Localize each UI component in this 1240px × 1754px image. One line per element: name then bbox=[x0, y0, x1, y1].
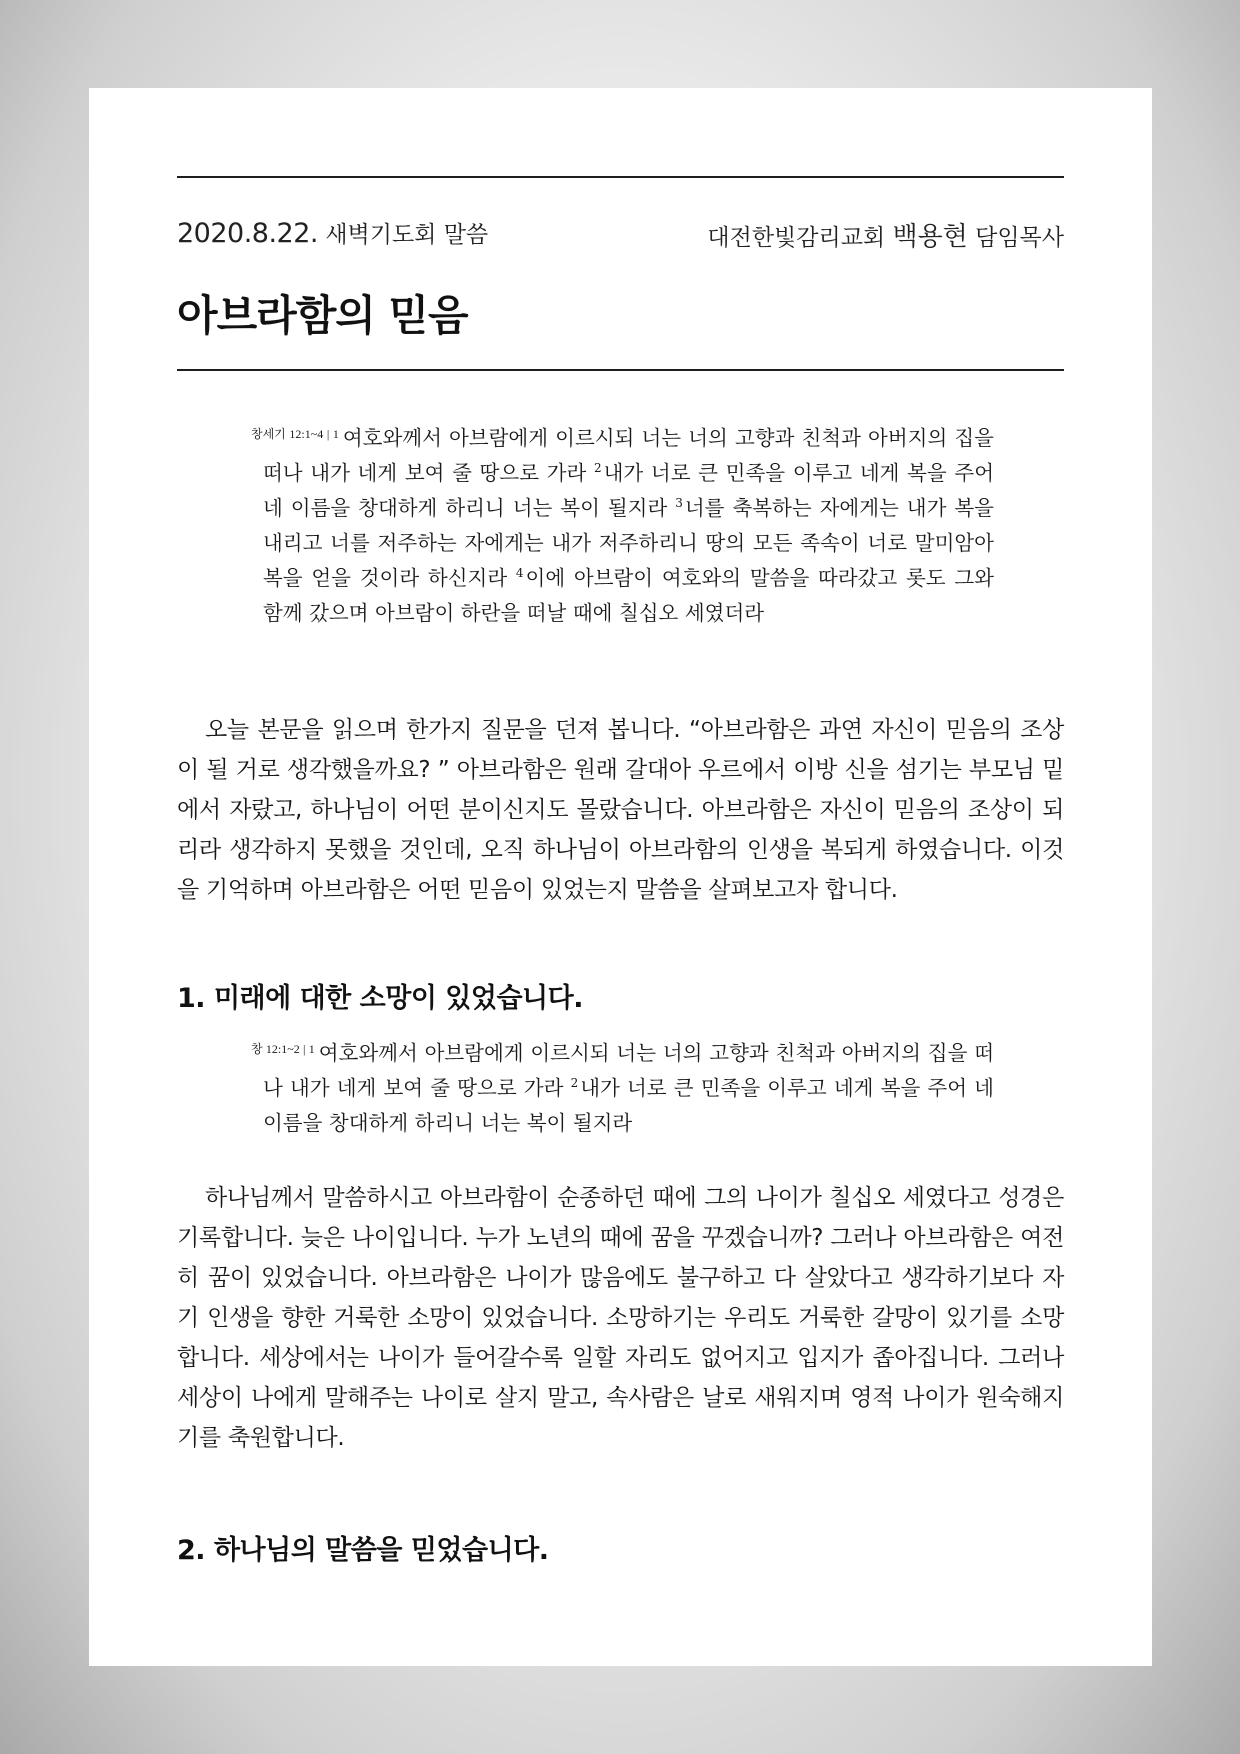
pastor-name: 백용현 bbox=[892, 222, 968, 252]
church-name: 대전한빛감리교회 bbox=[707, 225, 886, 251]
section-paragraph: 하나님께서 말씀하시고 아브라함이 순종하던 때에 그의 나이가 칠십오 세였다고 성경은 기록합니다. 늦은 나이입니다. 누가 노년의 때에 꿈을 꾸겠습니까? 그러나 아브라함은 여전히 꿈이 있었습니다. 아브라함은 나이가 많음에도 불구하고 다 살았다고 생각하기보다 자기 인생을 향한 거룩한 소망이 있었습니다. 소망하기는 우리도 거룩한 갈망이 있기를 소망합니다. 세상에서는 나이가 들어갈수록 일할 자리도 없어지고 입지가 좁아집니다. 그러나 세상이 나에게 말해주는 나이로 살지 말고, 속사람은 날로 새워지며 영적 나이가 원숙해지기를 축원합니다. bbox=[177, 1185, 1064, 1451]
scripture-reference: 창세기 12:1~4 | 1 bbox=[251, 427, 339, 441]
pastor-title: 담임목사 bbox=[975, 225, 1064, 251]
scripture-verse-1: 여호와께서 아브람에게 이르시되 너는 너의 고향과 친척과 아버지의 집을 떠나 내가 네게 보여 줄 땅으로 가라 bbox=[263, 1041, 994, 1100]
scripture-verse-1: 여호와께서 아브람에게 이르시되 너는 너의 고향과 친척과 아버지의 집을 떠나 내가 네게 보여 줄 땅으로 가라 bbox=[263, 426, 994, 485]
scripture-passage bbox=[251, 417, 994, 631]
scripture-verse-2: 내가 너로 큰 민족을 이루고 네게 복을 주어 네 이름을 창대하게 하리니 너는 복이 될지라 bbox=[263, 461, 994, 520]
scripture-reference: 창 12:1~2 | 1 bbox=[251, 1042, 315, 1056]
scripture-passage bbox=[251, 1032, 994, 1141]
verse-number: 3 bbox=[675, 496, 683, 510]
intro-paragraph: 오늘 본문을 읽으며 한가지 질문을 던져 봅니다. “아브라함은 과연 자신이 믿음의 조상이 될 거로 생각했을까요? ” 아브라함은 원래 갈대아 우르에서 이방 신을 섬기는 부모님 밑에서 자랐고, 하나님이 어떤 분이신지도 몰랐습니다. 아브라함은 자신이 믿음의 조상이 되리라 생각하지 못했을 것인데, 오직 하나님이 아브라함의 인생을 복되게 하였습니다. 이것을 기억하며 아브라함은 어떤 믿음이 있었는지 말씀을 살펴보고자 합니다. bbox=[177, 717, 1064, 903]
sermon-title: 아브라함의 믿음 bbox=[177, 291, 468, 340]
scripture-verse-4: 이에 아브람이 여호와의 말씀을 따라갔고 롯도 그와 함께 갔으며 아브람이 하란을 떠날 때에 칠십오 세였더라 bbox=[263, 566, 994, 625]
scripture-verse-2: 내가 너로 큰 민족을 이루고 네게 복을 주어 네 이름을 창대하게 하리니 너는 복이 될지라 bbox=[263, 1076, 994, 1135]
sermon-meta bbox=[177, 216, 488, 249]
preacher-info bbox=[707, 216, 1064, 253]
sermon-header bbox=[177, 216, 1064, 250]
scripture-verse-3: 너를 축복하는 자에게는 내가 복을 내리고 너를 저주하는 자에게는 내가 저주하리니 땅의 모든 족속이 너로 말미암아 복을 얻을 것이라 하신지라 bbox=[263, 496, 994, 590]
verse-number: 2 bbox=[570, 1076, 579, 1090]
verse-number: 2 bbox=[593, 461, 602, 475]
section-heading: 2. 하나님의 말씀을 믿었습니다. bbox=[177, 1535, 549, 1566]
section-heading: 1. 미래에 대한 소망이 있었습니다. bbox=[177, 983, 583, 1014]
verse-number: 4 bbox=[515, 566, 524, 580]
sermon-date: 2020.8.22. bbox=[177, 218, 318, 249]
top-divider bbox=[177, 176, 1064, 178]
title-divider bbox=[177, 369, 1064, 371]
service-name: 새벽기도회 말씀 bbox=[325, 222, 489, 248]
document-page bbox=[89, 88, 1152, 1666]
